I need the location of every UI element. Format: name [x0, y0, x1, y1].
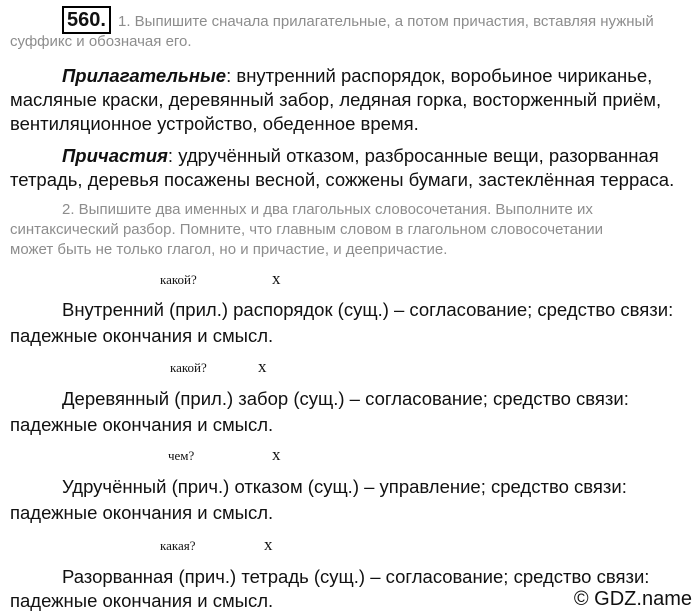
answer-4-line-2: падежные окончания и смысл.	[10, 590, 274, 611]
x-mark-3: x	[272, 445, 281, 464]
participles-line-2: тетрадь, деревья посажены весной, сожжены бумаги, застеклённая терраса.	[10, 169, 675, 190]
task-1-text: 1. Выпишите сначала прилагательные, а потом причастия, вставляя нужный	[118, 13, 654, 30]
adjectives-text-1: : внутренний распорядок, воробьиное чириканье,	[226, 65, 653, 86]
question-label-2: какой?	[170, 360, 207, 375]
task-2-line-2: синтаксический разбор. Помните, что главным словом в глагольном словосочетании	[10, 221, 603, 238]
x-mark-2: x	[258, 357, 267, 376]
question-label-1: какой?	[160, 272, 197, 287]
answer-3-line-1: Удручённый (прич.) отказом (сущ.) – управление; средство связи:	[62, 476, 627, 497]
question-label-4: какая?	[160, 538, 196, 553]
task-2-line-1: 2. Выпишите два именных и два глагольных словосочетания. Выполните их	[62, 201, 593, 218]
answer-4-line-1: Разорванная (прич.) тетрадь (сущ.) – согласование; средство связи:	[62, 566, 650, 587]
question-label-3: чем?	[168, 448, 195, 463]
answer-2-line-2: падежные окончания и смысл.	[10, 414, 274, 435]
participles-text-1: : удручённый отказом, разбросанные вещи, разорванная	[167, 145, 659, 166]
task-2-line-3: может быть не только глагол, но и причастие, и деепричастие.	[10, 241, 448, 258]
adjectives-line-3: вентиляционное устройство, обеденное время.	[10, 113, 419, 134]
task-1-text-cont: суффикс и обозначая его.	[10, 33, 192, 50]
exercise-number: 560.	[62, 6, 111, 34]
watermark: © GDZ.name	[573, 588, 692, 610]
x-mark-4: x	[264, 535, 273, 554]
answer-1-line-2: падежные окончания и смысл.	[10, 325, 274, 346]
answer-3-line-2: падежные окончания и смысл.	[10, 502, 274, 523]
adjectives-line-2: масляные краски, деревянный забор, ледяная горка, восторженный приём,	[10, 89, 662, 110]
adjectives-line-1	[62, 64, 652, 88]
participles-line-1	[62, 144, 659, 168]
answer-1-line-1: Внутренний (прил.) распорядок (сущ.) – согласование; средство связи:	[62, 299, 674, 320]
adjectives-label: Прилагательные	[62, 65, 227, 86]
x-mark-1: x	[272, 269, 281, 288]
participles-label: Причастия	[62, 145, 168, 166]
answer-2-line-1: Деревянный (прил.) забор (сущ.) – согласование; средство связи:	[62, 388, 629, 409]
